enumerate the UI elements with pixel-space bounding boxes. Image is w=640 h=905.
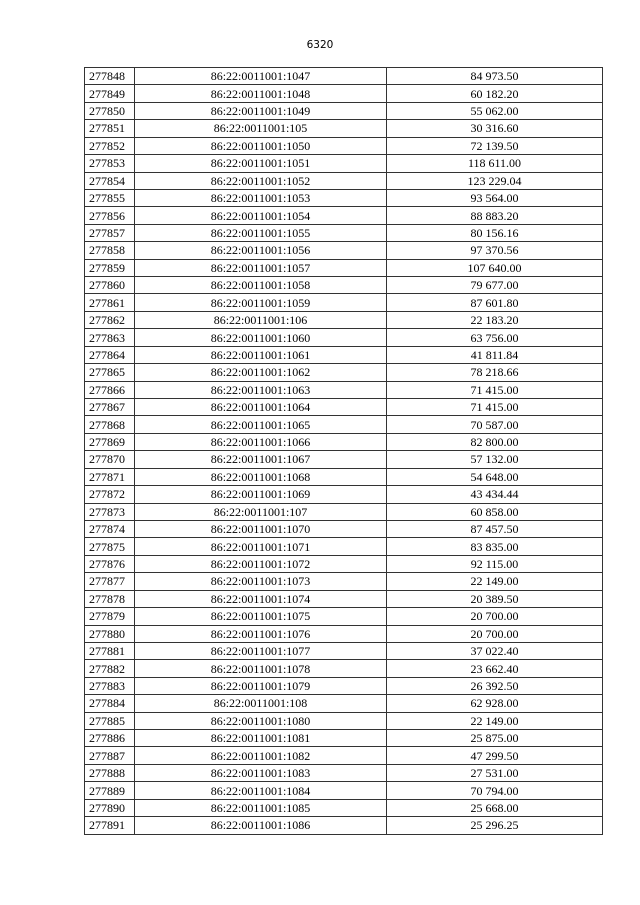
table-row [85,120,603,137]
table-row [85,451,603,468]
cadastral-number-cell: 86:22:0011001:1052 [135,172,387,189]
record-id-cell: 277856 [85,207,135,224]
table-row [85,712,603,729]
cadastral-number-cell: 86:22:0011001:1083 [135,764,387,781]
cadastral-number-cell: 86:22:0011001:1068 [135,468,387,485]
cadastral-number-cell: 86:22:0011001:1082 [135,747,387,764]
record-id-cell: 277887 [85,747,135,764]
record-id-cell: 277891 [85,817,135,834]
table-row [85,520,603,537]
table-row [85,642,603,659]
cadastral-number-cell: 86:22:0011001:1086 [135,817,387,834]
cadastral-value-cell: 47 299.50 [387,747,603,764]
cadastral-value-cell: 22 183.20 [387,311,603,328]
record-id-cell: 277862 [85,311,135,328]
table-row [85,224,603,241]
table-row [85,799,603,816]
cadastral-value-cell: 41 811.84 [387,346,603,363]
record-id-cell: 277870 [85,451,135,468]
cadastral-number-cell: 86:22:0011001:1070 [135,520,387,537]
cadastral-value-cell: 63 756.00 [387,329,603,346]
record-id-cell: 277882 [85,660,135,677]
table-row [85,399,603,416]
record-id-cell: 277880 [85,625,135,642]
cadastral-value-cell: 82 800.00 [387,433,603,450]
record-id-cell: 277854 [85,172,135,189]
table-row [85,68,603,85]
cadastral-number-cell: 86:22:0011001:1072 [135,555,387,572]
cadastral-number-cell: 86:22:0011001:106 [135,311,387,328]
cadastral-number-cell: 86:22:0011001:1085 [135,799,387,816]
cadastral-number-cell: 86:22:0011001:1058 [135,277,387,294]
record-id-cell: 277878 [85,590,135,607]
table-row [85,625,603,642]
record-id-cell: 277871 [85,468,135,485]
cadastral-value-cell: 22 149.00 [387,712,603,729]
cadastral-number-cell: 86:22:0011001:108 [135,695,387,712]
record-id-cell: 277863 [85,329,135,346]
table-row [85,695,603,712]
record-id-cell: 277864 [85,346,135,363]
cadastral-number-cell: 86:22:0011001:105 [135,120,387,137]
table-row [85,677,603,694]
table-row [85,608,603,625]
cadastral-number-cell: 86:22:0011001:1050 [135,137,387,154]
cadastral-number-cell: 86:22:0011001:1056 [135,242,387,259]
table-row [85,102,603,119]
table-row [85,364,603,381]
cadastral-number-cell: 86:22:0011001:1074 [135,590,387,607]
record-id-cell: 277859 [85,259,135,276]
table-row [85,416,603,433]
table-row [85,329,603,346]
cadastral-value-cell: 88 883.20 [387,207,603,224]
table-row [85,468,603,485]
table-row [85,189,603,206]
cadastral-number-cell: 86:22:0011001:1061 [135,346,387,363]
cadastral-value-cell: 107 640.00 [387,259,603,276]
cadastral-number-cell: 86:22:0011001:1075 [135,608,387,625]
cadastral-value-cell: 97 370.56 [387,242,603,259]
cadastral-number-cell: 86:22:0011001:107 [135,503,387,520]
table-row [85,660,603,677]
cadastral-value-cell: 25 296.25 [387,817,603,834]
cadastral-value-cell: 84 973.50 [387,68,603,85]
record-id-cell: 277850 [85,102,135,119]
record-id-cell: 277883 [85,677,135,694]
cadastral-number-cell: 86:22:0011001:1084 [135,782,387,799]
cadastral-value-cell: 60 182.20 [387,85,603,102]
cadastral-value-cell: 71 415.00 [387,381,603,398]
cadastral-number-cell: 86:22:0011001:1062 [135,364,387,381]
cadastral-number-cell: 86:22:0011001:1079 [135,677,387,694]
record-id-cell: 277869 [85,433,135,450]
record-id-cell: 277852 [85,137,135,154]
table-row [85,573,603,590]
table-row [85,259,603,276]
cadastral-value-cell: 78 218.66 [387,364,603,381]
cadastral-value-cell: 62 928.00 [387,695,603,712]
table-row [85,486,603,503]
cadastral-value-cell: 22 149.00 [387,573,603,590]
table-row [85,172,603,189]
cadastral-value-cell: 20 700.00 [387,608,603,625]
cadastral-value-cell: 27 531.00 [387,764,603,781]
record-id-cell: 277858 [85,242,135,259]
cadastral-value-cell: 70 587.00 [387,416,603,433]
record-id-cell: 277851 [85,120,135,137]
cadastral-number-cell: 86:22:0011001:1064 [135,399,387,416]
cadastral-number-cell: 86:22:0011001:1063 [135,381,387,398]
table-row [85,137,603,154]
table-row [85,311,603,328]
record-id-cell: 277855 [85,189,135,206]
cadastral-value-cell: 60 858.00 [387,503,603,520]
table-row [85,555,603,572]
cadastral-number-cell: 86:22:0011001:1047 [135,68,387,85]
table-row [85,277,603,294]
table-row [85,782,603,799]
cadastral-value-cell: 87 457.50 [387,520,603,537]
table-row [85,433,603,450]
cadastral-number-cell: 86:22:0011001:1057 [135,259,387,276]
table-body [85,68,603,835]
record-id-cell: 277886 [85,730,135,747]
table-row [85,538,603,555]
record-id-cell: 277873 [85,503,135,520]
record-id-cell: 277890 [85,799,135,816]
table-row [85,817,603,834]
cadastral-number-cell: 86:22:0011001:1060 [135,329,387,346]
record-id-cell: 277889 [85,782,135,799]
cadastral-value-table [84,67,603,835]
cadastral-number-cell: 86:22:0011001:1059 [135,294,387,311]
cadastral-value-cell: 25 668.00 [387,799,603,816]
cadastral-value-cell: 87 601.80 [387,294,603,311]
record-id-cell: 277853 [85,155,135,172]
cadastral-value-cell: 93 564.00 [387,189,603,206]
record-id-cell: 277879 [85,608,135,625]
cadastral-number-cell: 86:22:0011001:1066 [135,433,387,450]
cadastral-value-cell: 25 875.00 [387,730,603,747]
cadastral-number-cell: 86:22:0011001:1065 [135,416,387,433]
cadastral-value-cell: 20 389.50 [387,590,603,607]
record-id-cell: 277872 [85,486,135,503]
table-row [85,590,603,607]
cadastral-value-cell: 43 434.44 [387,486,603,503]
record-id-cell: 277877 [85,573,135,590]
table-row [85,503,603,520]
cadastral-number-cell: 86:22:0011001:1073 [135,573,387,590]
cadastral-value-cell: 55 062.00 [387,102,603,119]
record-id-cell: 277861 [85,294,135,311]
cadastral-value-cell: 83 835.00 [387,538,603,555]
cadastral-number-cell: 86:22:0011001:1081 [135,730,387,747]
cadastral-value-cell: 54 648.00 [387,468,603,485]
record-id-cell: 277888 [85,764,135,781]
cadastral-value-cell: 37 022.40 [387,642,603,659]
cadastral-value-cell: 70 794.00 [387,782,603,799]
cadastral-number-cell: 86:22:0011001:1067 [135,451,387,468]
cadastral-number-cell: 86:22:0011001:1071 [135,538,387,555]
cadastral-value-cell: 30 316.60 [387,120,603,137]
page-number: 6320 [306,39,334,51]
table-row [85,294,603,311]
cadastral-value-cell: 72 139.50 [387,137,603,154]
table-row [85,155,603,172]
cadastral-number-cell: 86:22:0011001:1053 [135,189,387,206]
cadastral-number-cell: 86:22:0011001:1055 [135,224,387,241]
cadastral-number-cell: 86:22:0011001:1080 [135,712,387,729]
table-row [85,764,603,781]
record-id-cell: 277857 [85,224,135,241]
cadastral-value-cell: 118 611.00 [387,155,603,172]
cadastral-number-cell: 86:22:0011001:1054 [135,207,387,224]
cadastral-value-cell: 80 156.16 [387,224,603,241]
cadastral-value-cell: 71 415.00 [387,399,603,416]
cadastral-value-cell: 57 132.00 [387,451,603,468]
table-row [85,730,603,747]
record-id-cell: 277885 [85,712,135,729]
record-id-cell: 277884 [85,695,135,712]
cadastral-value-cell: 79 677.00 [387,277,603,294]
record-id-cell: 277867 [85,399,135,416]
record-id-cell: 277868 [85,416,135,433]
cadastral-value-cell: 123 229.04 [387,172,603,189]
cadastral-number-cell: 86:22:0011001:1076 [135,625,387,642]
record-id-cell: 277874 [85,520,135,537]
record-id-cell: 277866 [85,381,135,398]
table-row [85,346,603,363]
record-id-cell: 277848 [85,68,135,85]
cadastral-value-cell: 23 662.40 [387,660,603,677]
record-id-cell: 277860 [85,277,135,294]
cadastral-number-cell: 86:22:0011001:1048 [135,85,387,102]
record-id-cell: 277865 [85,364,135,381]
cadastral-number-cell: 86:22:0011001:1078 [135,660,387,677]
cadastral-value-cell: 20 700.00 [387,625,603,642]
cadastral-value-cell: 92 115.00 [387,555,603,572]
record-id-cell: 277876 [85,555,135,572]
table-row [85,381,603,398]
table-row [85,207,603,224]
table-row [85,85,603,102]
cadastral-number-cell: 86:22:0011001:1051 [135,155,387,172]
cadastral-number-cell: 86:22:0011001:1069 [135,486,387,503]
record-id-cell: 277881 [85,642,135,659]
cadastral-value-cell: 26 392.50 [387,677,603,694]
record-id-cell: 277875 [85,538,135,555]
cadastral-number-cell: 86:22:0011001:1049 [135,102,387,119]
cadastral-number-cell: 86:22:0011001:1077 [135,642,387,659]
record-id-cell: 277849 [85,85,135,102]
table-row [85,747,603,764]
table-row [85,242,603,259]
